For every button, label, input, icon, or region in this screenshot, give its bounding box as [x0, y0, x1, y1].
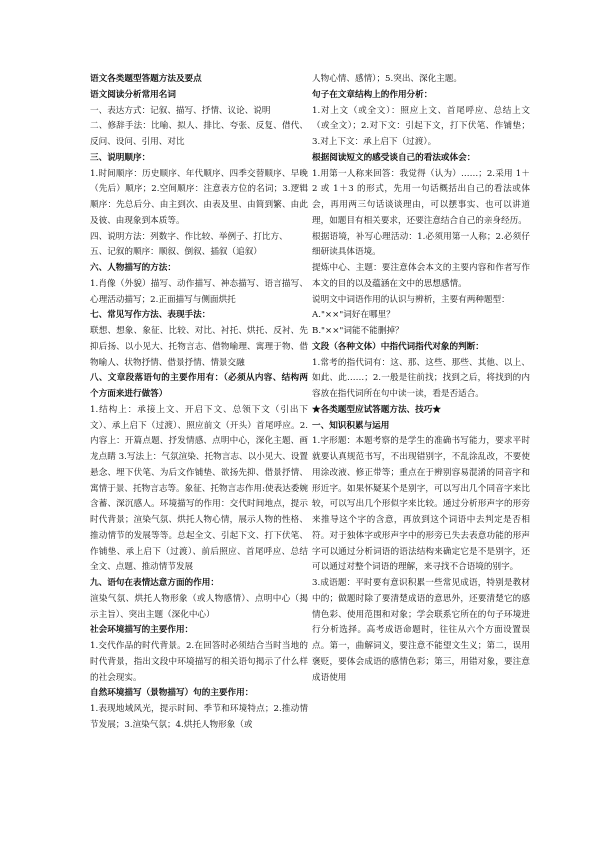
- paragraph: 1.用第一人称来回答：我觉得（认为）……；2.采用 1＋2 或 1＋3 的形式，先用一句话概括出自己的看法或体会，再用两三句话谈谈理由，可以摆事实、也可以讲道理，如题目有相关要求，还要注意结合自己的亲身经历。: [312, 168, 530, 226]
- paragraph: 根据语境，补写心理活动：1.必须用第一人称；2.必须仔细研读具体语境。: [312, 231, 530, 258]
- paragraph: 1.字形题：本题考察的是学生的准确书写能力，要求平时就要认真规范书写，不出现错别字，不乱涂乱改，不要使用涂改液、修正带等；重点在于辨别容易混淆的同音字和形近字。如果怀疑某个是别字，可以写出几个同音字来比较，可以写出几个形似字来比较。通过分析形声字的形旁来推导这个字的含意，再放到这个词语中去判定是否相符。对于独体字或形声字中的形旁已失去表意功能的形声字可以通过分析词语的语法结构来确定它是不是别字，还可以通过对整个词语的理解，来寻找不合语境的别字。: [312, 436, 530, 573]
- section-heading: 句子在文章结构上的作用分析：: [312, 89, 433, 100]
- section-heading: 一、知识积累与运用: [312, 420, 390, 431]
- paragraph: A."××"词好在哪里？: [312, 310, 395, 321]
- paragraph: 人物心情、感情）；5.突出、深化主题。: [312, 74, 462, 84]
- paragraph: 1.结构上：承接上文、开启下文、总领下文（引出下文）、承上启下（过渡）、照应前文（开头）首尾呼应。2.内容上：开篇点题、抒发情感、点明中心，深化主题、画龙点睛 3.写法上：气氛渲染、托物言志、以小见大、设置悬念、埋下伏笔、为后文作铺垫、欲扬先抑、借景抒情、寓情于景、托物言志等。象征、托物言志作用:使表达委婉含蓄、深沉感人。环境描写的作用：交代时间地点，提示时代背景；渲染气氛、烘托人物心情，展示人物的性格、推动情节的发展等等。总起全文、引起下文、打下伏笔、作铺垫、承上启下（过渡）、前后照应、首尾呼应、总结全文、点题、推动情节发展: [90, 404, 308, 573]
- section-heading: 七、常见写作方法、表现手法：: [90, 310, 211, 321]
- section-heading: 文段（各种文体）中指代词指代对象的判断：: [312, 341, 484, 352]
- section-heading: 六、人物描写的方法：: [90, 263, 176, 273]
- paragraph: 一、表达方式：记叙、描写、抒情、议论、说明: [90, 105, 271, 116]
- paragraph: 1.时间顺序：历史顺序、年代顺序、四季交替顺序、早晚（先后）顺序；2.空间顺序：注意表方位的名词；3.逻辑顺序：先总后分、由主到次、由表及里、由简到繁、由此及彼、由现象到本质等。: [90, 168, 308, 226]
- paragraph: B."××"词能不能删掉？: [312, 326, 404, 336]
- section-heading: ★各类题型应试答题方法、技巧★: [312, 404, 441, 415]
- right-column: [312, 72, 530, 686]
- paragraph: 3.成语题：平时要有意识积累一些常见成语，特别是教材中的；做题时除了要清楚成语的意思外，还要清楚它的感情色彩、使用范围和对象；学会联系它所在的句子环境进行分析选择。高考成语命题时，往往从六个方面设置误点。第一，曲解词义，要注意不能望文生义；第二，误用褒贬，要体会成语的感情色彩；第三，用错对象，要注意成语使用: [312, 578, 530, 683]
- paragraph: 1.表现地域风光，提示时间、季节和环境特点；2.推动情节发展；3.渲染气氛；4.烘托人物形象（或: [90, 704, 308, 730]
- paragraph: 联想、想象、象征、比较、对比、衬托、烘托、反衬、先抑后扬、以小见大、托物言志、借物喻理、寓理于物、借物喻人、状物抒情、借景抒情、情景交融: [90, 326, 308, 368]
- section-heading: 自然环境描写（景物描写）句的主要作用：: [90, 688, 254, 699]
- left-column: [90, 72, 308, 734]
- section-heading: 九、语句在表情达意方面的作用：: [90, 578, 219, 588]
- paragraph: 1.交代作品的时代背景。2.在回答时必须结合当时当地的时代背景，指出文段中环境描写的相关语句揭示了什么样的社会现实。: [90, 641, 308, 683]
- paragraph: 1.对上文（或全文）：照应上文、首尾呼应、总结上文（或全文）；2.对下文：引起下文，打下伏笔、作铺垫；3.对上下文：承上启下（过渡）。: [312, 105, 530, 147]
- paragraph: 二、修辞手法：比喻、拟人、排比、夸张、反复、借代、反问、设问、引用、对比: [90, 121, 308, 147]
- paragraph: 说明文中词语作用的认识与辨析，主要有两种题型：: [312, 294, 510, 305]
- paragraph: 1.肖像（外貌）描写、动作描写、神态描写、语言描写、心理活动描写；2.正面描写与侧面烘托: [90, 278, 308, 305]
- paragraph: 提炼中心、主题：要注意体会本文的主要内容和作者写作本文的目的以及蕴涵在文中的思想感情。: [312, 263, 530, 289]
- paragraph: 1.常考的指代词有：这、那、这些、那些、其他、以上、如此、此……；2.一般是往前找；找到之后，将找到的内容放在指代词所在句中读一读，看是否适合。: [312, 357, 530, 399]
- section-heading: 语文阅读分析常用名词: [90, 89, 176, 100]
- paragraph: 四、说明方法：列数字、作比较、举例子、打比方、: [90, 231, 288, 242]
- doc-title: 语文各类题型答题方法及要点: [90, 74, 202, 84]
- section-heading: 根据阅读短文的感受谈自己的看法或体会：: [312, 152, 476, 163]
- section-heading: 八、文章段落语句的主要作用有：（必须从内容、结构两个方面来进行做答）: [90, 373, 308, 399]
- paragraph: 渲染气氛、烘托人物形象（或人物感情）、点明中心（揭示主旨）、突出主题（深化中心）: [90, 593, 308, 620]
- section-heading: 三、说明顺序：: [90, 152, 151, 163]
- section-heading: 社会环境描写的主要作用：: [90, 625, 194, 636]
- paragraph: 五、记叙的顺序：顺叙、倒叙、插叙（追叙）: [90, 247, 262, 258]
